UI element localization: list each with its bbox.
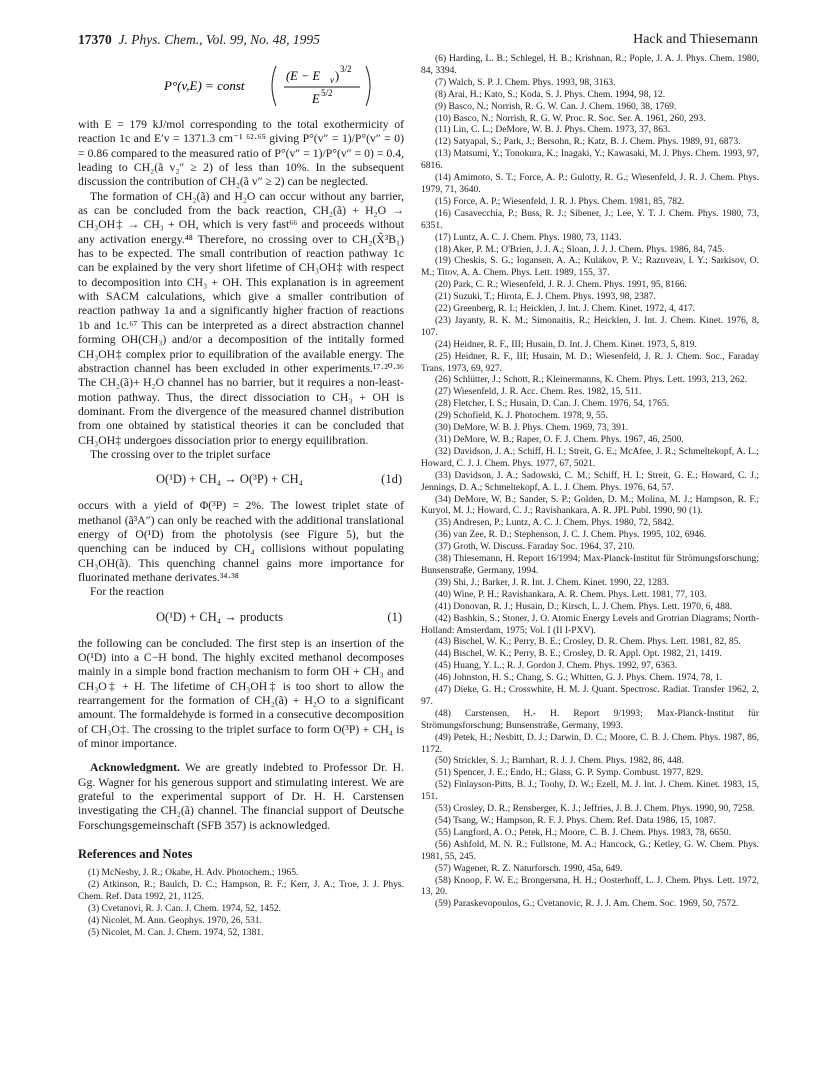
reference-item: (33) Davidson, J. A.; Sadowski, C. M.; Schiff, H. I.; Streit, G. E.; Howard, C. J.; Jennings, D. A.; Schmeltekopf, A. L. J. Chem. Phys. 1976, 64, 57. xyxy=(421,469,759,493)
equation-1d-body: O(¹D) + CH₄ → O(³P) + CH₄ xyxy=(156,472,303,487)
reference-item: (20) Park, C. R.; Wiesenfeld, J. R. J. Chem. Phys. 1991, 95, 8166. xyxy=(435,279,687,291)
reference-item: (24) Heidner, R. F., III; Husain, D. Int. J. Chem. Kinet. 1973, 5, 819. xyxy=(435,338,697,350)
reference-item: (47) Dieke, G. H.; Crosswhite, H. M. J. Quant. Spectrosc. Radiat. Transfer 1962, 2, 97. xyxy=(421,684,759,707)
paragraph-4: occurs with a yield of Φ(³P) = 2%. The lowest triplet state of methanol (ã³A″) can only be reached with the additional translational energy of O(¹D) from the photolysis (see Figure 5), but the quenching can be induced by CH₄ collisions without populating CH₃OH(ã). This quenching channel gains more importance for fluorinated methane derivates.³⁴·³⁸ xyxy=(78,499,404,584)
reference-item: (13) Matsumi, Y.; Tonokura, K.; Inagaki, Y.; Kawasaki, M. J. Phys. Chem. 1993, 97, 6816. xyxy=(421,148,759,172)
reference-item: (44) Bischel, W. K.; Perry, B. E.; Crosley, D. R. Appl. Opt. 1982, 21, 1419. xyxy=(435,648,722,660)
equation-1d-number: (1d) xyxy=(381,472,402,487)
distribution-formula xyxy=(78,58,404,114)
reference-item: (9) Basco, N.; Norrish, R. G. W. Can. J. Chem. 1960, 38, 1769. xyxy=(435,100,677,112)
reference-item: (55) Langford, A. O.; Petek, H.; Moore, C. B. J. Chem. Phys. 1983, 78, 6650. xyxy=(435,826,731,838)
equation-1-body: O(¹D) + CH₄ → products xyxy=(156,609,283,624)
reference-item: (52) Finlayson-Pitts, B. J.; Toohy, D. W.; Ezell, M. J. Int. J. Chem. Kinet. 1983, 15, 151. xyxy=(421,779,759,803)
reference-item: (27) Wiesenfeld, J. R. Acc. Chem. Res. 1982, 15, 511. xyxy=(435,386,642,398)
formula-numerator-sub: v xyxy=(330,75,334,85)
paragraph-3: The crossing over to the triplet surface xyxy=(90,447,271,461)
paragraph-2: The formation of CH₂(ã) and H₂O can occur without any barrier, as can be concluded from the back reaction, CH₂(ã) + H₂O → CH₃OH‡ → CH₃ + OH, which is very fast⁶⁶ and proceeds without any activation energy.⁴⁸ Therefore, no crossing over to CH₂(X̃³B₁) has to be expected. The small contribution of reaction pathway 1c can be explained by the very short lifetime of CH₃OH‡ with respect to decomposition into CH₃ + OH. This explanation is in agreement with SACM calculations, which give a smaller contribution of reaction pathway 1a and a significantly higher fraction of reactions 1b and 1c.⁶⁷ This can be interpreted as a direct abstraction channel forming OH(CH₃) and/or a decomposition of the intitally formed CH₃OH‡ complex prior to equilibration of the available energy. The abstraction channel has been excluded in other experiments.¹⁷·²⁰·³⁶ The CH₂(ã)+ H₂O channel has no barrier, but it requires a non-least-motion pathway. Thus, the direct dissociation to CH₃ + OH is dominant. From the divergence of the measured channel distribution from one obtained by statistical theories it can be concluded that CH₃OH‡ undergoes dissociation prior to energy equilibration. xyxy=(78,189,404,447)
references-list-right xyxy=(421,53,759,910)
page-number: 17370 xyxy=(78,32,112,47)
reference-item: (58) Knoop, F. W. E.; Brongersma, H. H.; Oosterhoff, L. J. Chem. Phys. Lett. 1972, 13, 20. xyxy=(421,874,759,898)
reference-item: (3) Cvetanovi, R. J. Can. J. Chem. 1974, 52, 1452. xyxy=(88,903,282,915)
reference-item: (14) Amimoto, S. T.; Force, A. P.; Gulotty, R. G.; Wiesenfeld, J. R. J. Chem. Phys. 1979, 71, 3640. xyxy=(421,172,759,195)
reference-item: (17) Luntz, A. C. J. Chem. Phys. 1980, 73, 1143. xyxy=(435,231,622,243)
equation-1d xyxy=(78,469,404,491)
reference-item: (48) Carstensen, H.- H. Report 9/1993; Max-Planck-Institut für Strömungsforschung; Bunsenstraße, Germany, 1993. xyxy=(421,707,759,731)
reference-item: (50) Strickler, S. J.; Barnhart, R. J. J. Chem. Phys. 1982, 86, 448. xyxy=(435,755,684,767)
reference-item: (2) Atkinson, R.; Baulch, D. C.; Hampson, R. F.; Kerr, J. A.; Troe, J. J. Phys. Chem. Ref. Data 1992, 21, 1125. xyxy=(78,879,404,903)
left-column xyxy=(78,58,404,939)
equation-1-number: (1) xyxy=(387,609,402,624)
reference-item: (30) DeMore, W. B. J. Phys. Chem. 1969, 73, 391. xyxy=(435,422,629,434)
reference-item: (38) Thiesemann, H. Report 16/1994; Max-Planck-Institut für Strömungsforschung; Bunsenstraße, Germany, 1994. xyxy=(421,553,759,576)
reference-item: (57) Wagener, R. Z. Naturforsch. 1990, 45a, 649. xyxy=(435,862,623,874)
running-head-left xyxy=(78,32,320,48)
acknowledgment xyxy=(78,761,404,833)
reference-item: (46) Johnston, H. S.; Chang, S. G.; Whitten, G. J. Phys. Chem. 1974, 78, 1. xyxy=(435,672,723,684)
reference-item: (56) Ashfold, M. N. R.; Fullstone, M. A.; Hancock, G.; Ketley, G. W. Chem. Phys. 1981, 55, 245. xyxy=(421,838,759,862)
reference-item: (15) Force, A. P.; Wiesenfeld, J. R. J. Phys. Chem. 1981, 85, 782. xyxy=(435,195,685,207)
reference-item: (5) Nicolet, M. Can. J. Chem. 1974, 52, 1381. xyxy=(88,927,264,938)
reference-item: (51) Spencer, J. E.; Endo, H.; Glass, G. P. Symp. Combust. 1977, 829. xyxy=(435,767,703,779)
reference-item: (10) Basco, N.; Norrish, R. G. W. Proc. R. Soc. Ser. A. 1961, 260, 293. xyxy=(435,112,706,124)
reference-item: (1) McNesby, J. R.; Okabe, H. Adv. Photochem.; 1965. xyxy=(88,867,299,879)
reference-item: (43) Bischel, W. K.; Perry, B. E.; Crosley, D. R. Chem. Phys. Lett. 1981, 82, 85. xyxy=(435,636,741,648)
running-head-authors: Hack and Thiesemann xyxy=(633,32,758,47)
reference-item: (37) Groth, W. Discuss. Faraday Soc. 1964, 37, 210. xyxy=(435,541,635,553)
reference-item: (19) Cheskis, S. G.; Iogansen, A. A.; Kulakov, P. V.; Razuveav, I. Y.; Sarkisov, O. M.; Titov, A. A. Chem. Phys. Lett. 1989, 155, 37. xyxy=(421,255,759,279)
formula-numerator-close: ) xyxy=(335,69,340,83)
reference-item: (59) Paraskevopoulos, G.; Cvetanovic, R. J. J. Am. Chem. Soc. 1969, 50, 7572. xyxy=(435,898,739,910)
reference-item: (4) Nicolet, M. Ann. Geophys. 1970, 26, 531. xyxy=(88,915,262,927)
reference-item: (36) van Zee, R. D.; Stephenson, J. C. J. Chem. Phys. 1995, 102, 6946. xyxy=(435,529,707,541)
journal-citation: J. Phys. Chem., Vol. 99, No. 48, 1995 xyxy=(118,32,320,47)
formula-numerator-exp: 3/2 xyxy=(340,64,352,74)
reference-item: (39) Shi, J.; Barker, J. R. Int. J. Chem. Kinet. 1990, 22, 1283. xyxy=(435,576,670,588)
reference-item: (12) Satyapal, S.; Park, J.; Bersohn, R.; Katz, B. J. Chem. Phys. 1989, 91, 6873. xyxy=(435,136,741,148)
reference-item: (6) Harding, L. B.; Schlegel, H. B.; Krishnan, R.; Pople, J. A. J. Phys. Chem. 1980, 84, 3394. xyxy=(421,53,759,76)
reference-item: (34) DeMore, W. B.; Sander, S. P.; Golden, D. M.; Molina, M. J.; Hampson, R. F.; Kuryol, M. J.; Howard, C. J.; Ravishankara, A. R. JPL Publ. 1990, 90 (1). xyxy=(421,493,759,517)
reference-item: (29) Schofield, K. J. Photochem. 1978, 9, 55. xyxy=(435,410,608,422)
reference-item: (26) Schlütter, J.; Schott, R.; Kleinermanns, K. Chem. Phys. Lett. 1993, 213, 262. xyxy=(435,374,747,386)
equation-1 xyxy=(78,607,404,629)
reference-item: (40) Wine, P. H.; Ravishankara, A. R. Chem. Phys. Lett. 1981, 77, 103. xyxy=(435,588,707,600)
right-column xyxy=(421,53,759,910)
references-title: References and Notes xyxy=(78,847,193,862)
paragraph-6: the following can be concluded. The first step is an insertion of the O(¹D) into a C−H bond. The highly excited methanol decomposes mainly in a simple bond fraction mechanism to form OH + CH₃ and CH₃O‡ + H. The lifetime of CH₃OH‡ is too short to allow the rearrangement for the formation of CH₂(ã) + H₂O to a significant amount. The formaldehyde is formed in a consecutive decomposition of CH₃O‡. The crossing to the triplet surface to form O(³P) + CH₄ is of minor importance. xyxy=(78,636,404,751)
reference-item: (23) Jayanty, R. K. M.; Simonaitis, R.; Heicklen, J. Int. J. Chem. Kinet. 1976, 8, 107. xyxy=(421,314,759,338)
page-header xyxy=(78,32,758,52)
reference-item: (28) Fletcher, I. S.; Husain, D. Can. J. Chem. 1976, 54, 1765. xyxy=(435,398,670,410)
formula-numerator: (E − E xyxy=(286,69,321,83)
formula-denominator-exp: 5/2 xyxy=(321,88,333,98)
reference-item: (45) Huang, Y. L.; R. J. Gordon J. Chem. Phys. 1992, 97, 6363. xyxy=(435,660,678,672)
reference-item: (53) Crosley, D. R.; Rensberger, K. J.; Jeffries, J. B. J. Chem. Phys. 1990, 90, 7258. xyxy=(435,803,755,815)
reference-item: (25) Heidner, R. F., III; Husain, M. D.; Wiesenfeld, J. R. J. Chem. Soc., Faraday Trans. 1973, 69, 927. xyxy=(421,350,759,374)
reference-item: (42) Bashkin, S.; Stoner, J. O. Atomic Energy Levels and Grotrian Diagrams; North- Holland: Amsterdam, 1975; Vol. I (II I-PXV). xyxy=(421,612,759,636)
acknowledgment-heading: Acknowledgment. xyxy=(90,761,180,775)
reference-item: (7) Walch, S. P. J. Chem. Phys. 1993, 98, 3163. xyxy=(435,76,616,88)
reference-item: (11) Lin, C. L.; DeMore, W. B. J. Phys. Chem. 1973, 37, 863. xyxy=(435,124,671,136)
reference-item: (49) Petek, H.; Nesbitt, D. J.; Darwin, D. C.; Moore, C. B. J. Chem. Phys. 1987, 86, 1172. xyxy=(421,731,759,755)
formula-graphic xyxy=(164,58,424,114)
reference-item: (22) Greenberg, R. I.; Heicklen, J. Int. J. Chem. Kinet. 1972, 4, 417. xyxy=(435,303,696,315)
reference-item: (54) Tsang, W.; Hampson, R. F. J. Phys. Chem. Ref. Data 1986, 15, 1087. xyxy=(435,815,716,826)
acknowledgment-text: We are greatly indebted to Professor Dr. H. Gg. Wagner for his generous support and stimulating interest. We are grateful to the experimental support of Dr. H. H. Carstensen investigating the CH₂(ã) channel. The financial support of Deutsche Forschungsgemeinschaft (SFB 357) is acknowledged. xyxy=(78,761,404,832)
reference-item: (31) DeMore, W. B.; Raper, O. F. J. Chem. Phys. 1967, 46, 2500. xyxy=(435,434,684,445)
references-list-left xyxy=(78,867,404,938)
paragraph-5: For the reaction xyxy=(90,585,164,599)
formula-denominator: E xyxy=(312,92,320,106)
reference-item: (32) Davidson, J. A.; Schiff, H. I.; Streit, G. E.; McAfee, J. R.; Schmeltekopf, A. L.; Howard, C. J. J. Chem. Phys. 1977, 67, 5021. xyxy=(421,445,759,469)
reference-item: (21) Suzuki, T.; Hirota, E. J. Chem. Phys. 1993, 98, 2387. xyxy=(435,291,656,303)
formula-lhs: P°(v,E) = const xyxy=(164,78,245,93)
reference-item: (16) Casavecchia, P.; Buss, R. J.; Sibener, J.; Lee, Y. T. J. Chem. Phys. 1980, 73, 6351. xyxy=(421,207,759,231)
reference-item: (35) Andresen, P.; Luntz, A. C. J. Chem. Phys. 1980, 72, 5842. xyxy=(435,517,675,529)
reference-item: (8) Arai, H.; Kato, S.; Koda, S. J. Phys. Chem. 1994, 98, 12. xyxy=(435,88,666,100)
reference-item: (18) Aker, P. M.; O'Brien, J. J. A.; Sloan, J. J. J. Chem. Phys. 1986, 84, 745. xyxy=(435,243,725,255)
reference-item: (41) Donovan, R. J.; Husain, D.; Kirsch, L. J. Chem. Phys. Lett. 1970, 6, 488. xyxy=(435,600,732,612)
paragraph-1: with E = 179 kJ/mol corresponding to the total exothermicity of reaction 1c and E′v = 1371.3 cm⁻¹ ⁶²·⁶⁵ giving P°(v″ = 1)/P°(v″ = 0) = 0.86 compared to the measured ratio of P°(v″ = 1)/P°(v″ = 0) = 0.4, leading to CH₂(ã v₂″ ≥ 2) of less than 10%. In the subsequent discussion the contribution of CH₂(ã v″ ≥ 2) can be neglected. xyxy=(78,118,404,189)
